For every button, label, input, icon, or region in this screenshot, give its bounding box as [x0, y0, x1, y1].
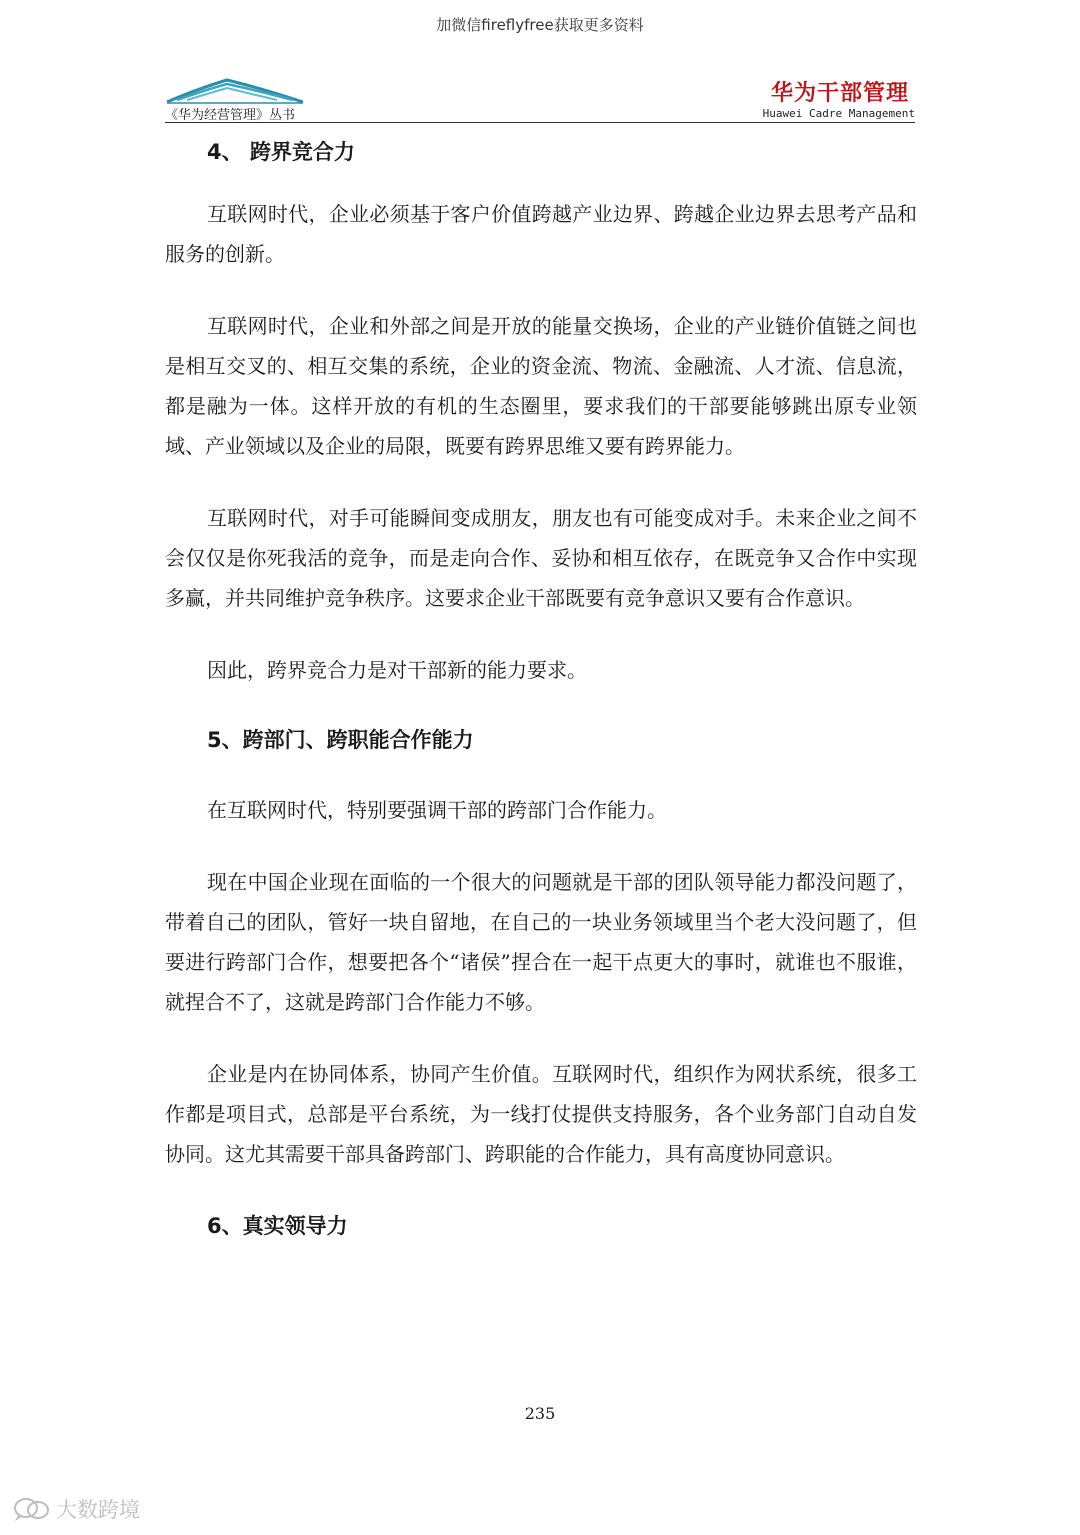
book-series-title: 《华为经营管理》丛书	[165, 108, 296, 123]
paragraph: 因此，跨界竞合力是对干部新的能力要求。	[207, 658, 587, 682]
section-heading-5: 5、跨部门、跨职能合作能力	[207, 728, 474, 752]
page-content	[165, 132, 917, 1246]
paragraph: 在互联网时代，特别要强调干部的跨部门合作能力。	[207, 798, 667, 822]
paragraph: 现在中国企业现在面临的一个很大的问题就是干部的团队领导能力都没问题了，带着自己的团队，管好一块自留地，在自己的一块业务领域里当个老大没问题了，但要进行跨部门合作，想要把各个“诸侯”捏合在一起干点更大的事时，就谁也不服谁，就捏合不了，这就是跨部门合作能力不够。	[165, 870, 917, 1014]
watermark-text: 大数跨境	[56, 1498, 140, 1522]
paragraph: 企业是内在协同体系，协同产生价值。互联网时代，组织作为网状系统，很多工作都是项目式，总部是平台系统，为一线打仗提供支持服务，各个业务部门自动自发协同。这尤其需要干部具备跨部门、跨职能的合作能力，具有高度协同意识。	[165, 1062, 917, 1166]
page-number: 235	[524, 1404, 556, 1423]
paragraph: 互联网时代，对手可能瞬间变成朋友，朋友也有可能变成对手。未来企业之间不会仅仅是你死我活的竞争，而是走向合作、妥协和相互依存，在既竞争又合作中实现多赢，并共同维护竞争秩序。这要求企业干部既要有竞争意识又要有合作意识。	[165, 506, 917, 610]
chat-bubble-icon	[12, 1496, 52, 1522]
book-title-en: Huawei Cadre Management	[762, 107, 915, 120]
paragraph: 互联网时代，企业必须基于客户价值跨越产业边界、跨越企业边界去思考产品和服务的创新。	[165, 202, 917, 266]
top-note: 加微信fireflyfree获取更多资料	[436, 16, 644, 34]
watermark	[12, 1494, 140, 1524]
header-rule	[165, 122, 915, 123]
page-header	[165, 70, 915, 124]
section-heading-4: 4、 跨界竞合力	[207, 140, 355, 164]
mountain-logo-icon	[165, 78, 305, 106]
paragraph: 互联网时代，企业和外部之间是开放的能量交换场，企业的产业链价值链之间也是相互交叉的、相互交集的系统，企业的资金流、物流、金融流、人才流、信息流，都是融为一体。这样开放的有机的生态圈里，要求我们的干部要能够跳出原专业领域、产业领域以及企业的局限，既要有跨界思维又要有跨界能力。	[165, 314, 917, 458]
book-title-cn: 华为干部管理	[770, 81, 909, 106]
section-heading-6: 6、真实领导力	[207, 1214, 348, 1238]
